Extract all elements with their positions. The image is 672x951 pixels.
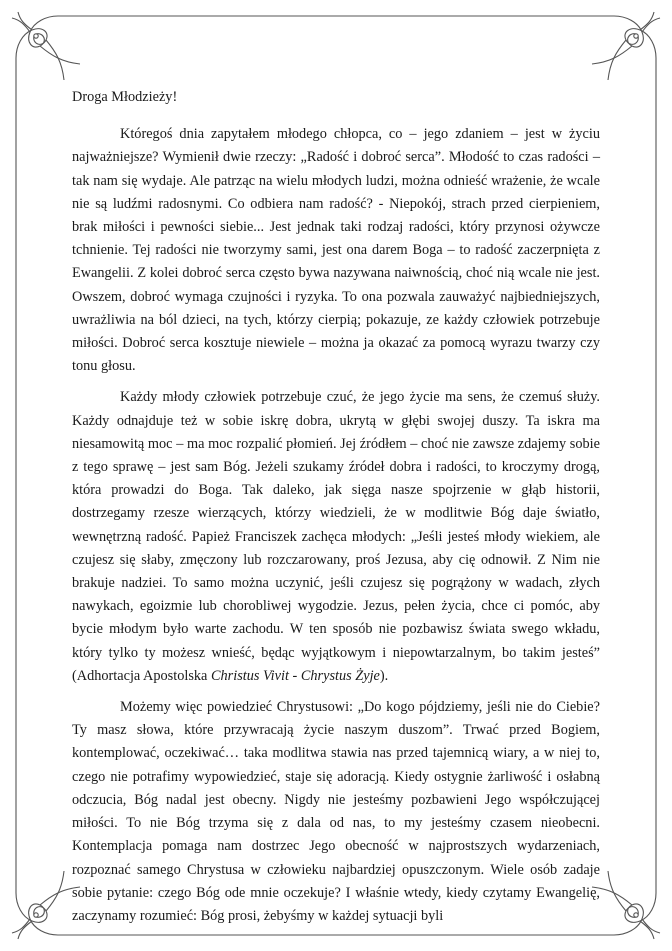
- letter-greeting: Droga Młodzieży!: [72, 89, 178, 105]
- corner-flourish-top-left: [12, 12, 80, 80]
- corner-flourish-bottom-right: [592, 871, 660, 939]
- corner-flourish-bottom-left: [12, 871, 80, 939]
- document-title-italic: Christus Vivit - Chrystus Żyje: [210, 667, 380, 684]
- paragraph-2-end: ).: [379, 667, 389, 684]
- corner-flourish-top-right: [592, 12, 660, 80]
- letter-paragraph-3: Możemy więc powiedzieć Chrystusowi: „Do kogo pójdziemy, jeśli nie do Ciebie? Ty masz słowa, które przywracają życie naszym duszom”. Trwać przed Bogiem, kontemplować, oczekiwać… taka modlitwa stawia nas przed tajemnicą wiary, a w niej to, czego nie potrafimy wypowiedzieć, staje się adoracją. Kiedy ostygnie żarliwość i osłabną odczucia, Bóg nadal jest obecny. Nigdy nie jesteśmy pozbawieni Jego współczującej miłości. To nie Bóg trzyma się z dala od nas, to my jesteśmy czasem nieobecni. Kontemplacja pomaga nam dostrzec Jego obecność w najprostszych wydarzeniach, rozpoznać samego Chrystusa w człowieku najbardziej opuszczonym. Wiele osób zadaje sobie pytanie: czego Bóg ode mnie oczekuje? I właśnie wtedy, kiedy czytamy Ewangelię, zaczynamy rozumieć: Bóg prosi, żebyśmy w każdej sytuacji byli: [72, 699, 600, 924]
- letter-paragraph-1: Któregoś dnia zapytałem młodego chłopca, co – jego zdaniem – jest w życiu najważniejsze? Wymienił dwie rzeczy: „Radość i dobroć serca”. Młodość to czas radości – tak nam się wydaje. Ale patrząc na wielu młodych ludzi, można odnieść wrażenie, że wcale nie są ludźmi radosnymi. Co odbiera nam radość? - Niepokój, strach przed cierpieniem, brak miłości i pewności siebie... Jest jednak taki rodzaj radości, który przynosi ożywcze tchnienie. Tej radości nie tworzymy sami, jest ona darem Boga – to radość zaczerpnięta z Ewangelii. Z kolei dobroć serca często bywa nazywana naiwnością, choć nią wcale nie jest. Owszem, dobroć wymaga czujności i ryzyka. To ona pozwala zauważyć najbiedniejszych, uwrażliwia na ból dzieci, na tych, którzy cierpią; pokazuje, ze każdy człowiek potrzebuje miłości. Dobroć serca kosztuje niewiele – można ja okazać za pomocą wyrazu twarzy czy tonu głosu.: [72, 126, 600, 375]
- letter-paragraph-2: [72, 386, 600, 688]
- paragraph-2-text: Każdy młody człowiek potrzebuje czuć, że jego życie ma sens, że czemuś służy. Każdy odnajduje też w sobie iskrę dobra, ukrytą w głębi swojej duszy. Ta iskra ma niesamowitą moc – ma moc rozpalić płomień. Jej źródłem – choć nie zawsze zdajemy sobie z tego sprawę – jest sam Bóg. Jeżeli szukamy źródeł dobra i radości, to kroczymy drogą, która prowadzi do Boga. Tak daleko, jak sięga nasze spojrzenie w głąb historii, dostrzegamy rzesze wierzących, którzy wiedzieli, że w modlitwie Bóg daje światło, wewnętrzną radość. Papież Franciszek zachęca młodych: „Jeśli jesteś młody wiekiem, ale czujesz się słaby, zmęczony lub rozczarowany, proś Jezusa, aby cię odnowił. Z Nim nie brakuje nadziei. To samo można uczynić, jeśli czujesz się pogrążony w wadach, złych nawykach, egoizmie lub chorobliwej wygodzie. Jezus, pełen życia, chce ci pomóc, aby bycie młodym było warte zachodu. W ten sposób nie pozbawisz świata swego wkładu, który tylko ty możesz wnieść, będąc wyjątkowym i niepowtarzalnym, bo takim jesteś” (Adhortacja Apostolska: [72, 389, 600, 684]
- letter-body: [72, 86, 600, 936]
